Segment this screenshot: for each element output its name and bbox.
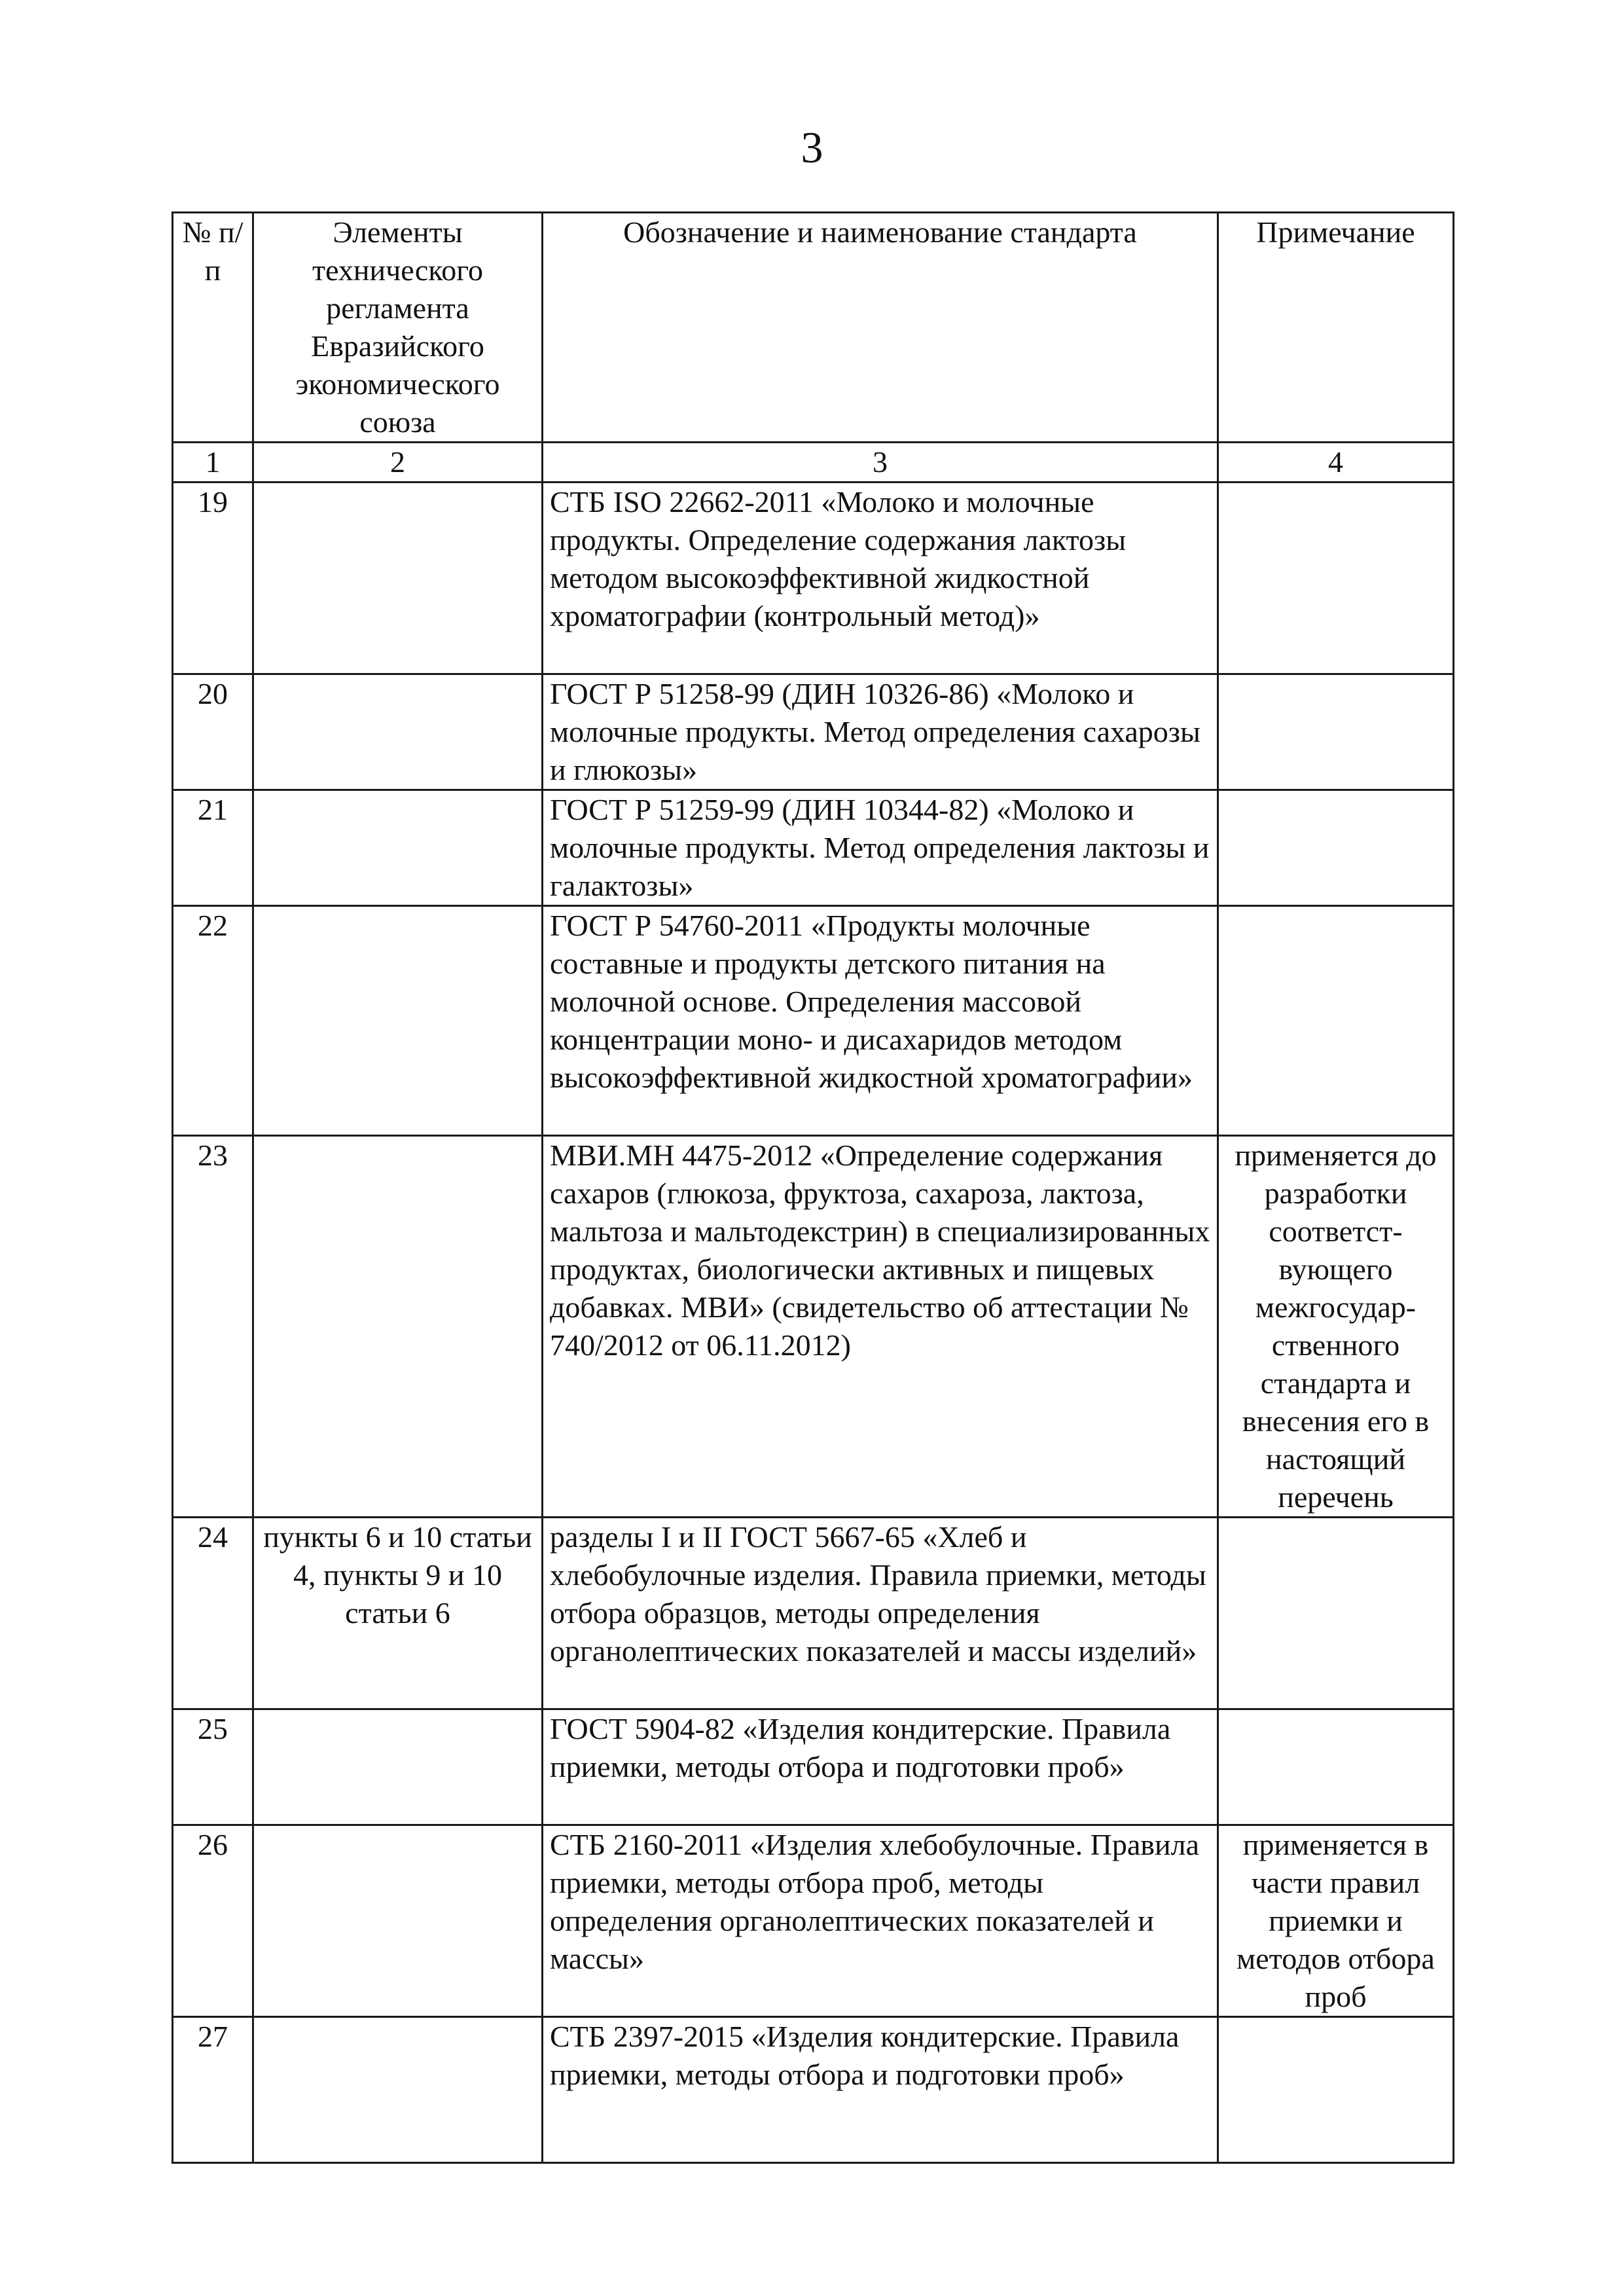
header-elements: Элементы технического регламента Евразийского экономического союза bbox=[253, 213, 543, 443]
row-num: 24 bbox=[173, 1518, 253, 1709]
column-number: 3 bbox=[543, 443, 1218, 483]
header-note: Примечание bbox=[1218, 213, 1454, 443]
row-num: 26 bbox=[173, 1825, 253, 2017]
row-note bbox=[1218, 906, 1454, 1136]
row-elements bbox=[253, 1709, 543, 1825]
row-num: 20 bbox=[173, 674, 253, 790]
row-standard: разделы I и II ГОСТ 5667-65 «Хлеб и хлебобулочные изделия. Правила приемки, методы отбора образцов, методы определения органолептических показателей и массы изделий» bbox=[543, 1518, 1218, 1709]
row-standard: СТБ 2160-2011 «Изделия хлебобулочные. Правила приемки, методы отбора проб, методы определения органолептических показателей и массы» bbox=[543, 1825, 1218, 2017]
row-elements bbox=[253, 906, 543, 1136]
row-note bbox=[1218, 483, 1454, 674]
row-num: 21 bbox=[173, 790, 253, 906]
header-standard: Обозначение и наименование стандарта bbox=[543, 213, 1218, 443]
row-elements bbox=[253, 483, 543, 674]
row-elements bbox=[253, 2017, 543, 2163]
table-header-row bbox=[173, 213, 1454, 443]
row-note: применяется до разработки соответст-вующего межгосудар-ственного стандарта и внесения его в настоящий перечень bbox=[1218, 1136, 1454, 1518]
page-number: 3 bbox=[801, 122, 823, 172]
row-note: применяется в части правил приемки и методов отбора проб bbox=[1218, 1825, 1454, 2017]
table-row bbox=[173, 790, 1454, 906]
table-row bbox=[173, 1518, 1454, 1709]
row-standard: ГОСТ Р 51259-99 (ДИН 10344-82) «Молоко и молочные продукты. Метод определения лактозы и галактозы» bbox=[543, 790, 1218, 906]
row-standard: СТБ 2397-2015 «Изделия кондитерские. Правила приемки, методы отбора и подготовки проб» bbox=[543, 2017, 1218, 2163]
row-num: 22 bbox=[173, 906, 253, 1136]
row-elements bbox=[253, 790, 543, 906]
row-standard: ГОСТ Р 51258-99 (ДИН 10326-86) «Молоко и молочные продукты. Метод определения сахарозы и глюкозы» bbox=[543, 674, 1218, 790]
row-note bbox=[1218, 1709, 1454, 1825]
table-row bbox=[173, 1709, 1454, 1825]
table-row bbox=[173, 483, 1454, 674]
table-row bbox=[173, 2017, 1454, 2163]
row-standard: ГОСТ 5904-82 «Изделия кондитерские. Правила приемки, методы отбора и подготовки проб» bbox=[543, 1709, 1218, 1825]
column-number: 1 bbox=[173, 443, 253, 483]
row-standard: ГОСТ Р 54760-2011 «Продукты молочные составные и продукты детского питания на молочной основе. Определения массовой концентрации моно- и дисахаридов методом высокоэффективной жидкостной хроматографии» bbox=[543, 906, 1218, 1136]
row-num: 27 bbox=[173, 2017, 253, 2163]
row-num: 25 bbox=[173, 1709, 253, 1825]
row-elements bbox=[253, 1825, 543, 2017]
table-row bbox=[173, 1136, 1454, 1518]
table-row bbox=[173, 1825, 1454, 2017]
standards-table bbox=[171, 211, 1454, 2164]
row-elements bbox=[253, 1136, 543, 1518]
row-standard: МВИ.МН 4475-2012 «Определение содержания сахаров (глюкоза, фруктоза, сахароза, лактоза, мальтоза и мальтодекстрин) в специализированных продуктах, биологически активных и пищевых добавках. МВИ» (свидетельство об аттестации № 740/2012 от 06.11.2012) bbox=[543, 1136, 1218, 1518]
column-number: 4 bbox=[1218, 443, 1454, 483]
row-elements bbox=[253, 674, 543, 790]
row-num: 23 bbox=[173, 1136, 253, 1518]
table-row bbox=[173, 906, 1454, 1136]
column-number: 2 bbox=[253, 443, 543, 483]
column-number-row bbox=[173, 443, 1454, 483]
row-note bbox=[1218, 2017, 1454, 2163]
table-row bbox=[173, 674, 1454, 790]
row-elements: пункты 6 и 10 статьи 4, пункты 9 и 10 статьи 6 bbox=[253, 1518, 543, 1709]
row-note bbox=[1218, 674, 1454, 790]
header-num: № п/п bbox=[173, 213, 253, 443]
row-num: 19 bbox=[173, 483, 253, 674]
row-standard: СТБ ISO 22662-2011 «Молоко и молочные продукты. Определение содержания лактозы методом высокоэффективной жидкостной хроматографии (контрольный метод)» bbox=[543, 483, 1218, 674]
row-note bbox=[1218, 790, 1454, 906]
row-note bbox=[1218, 1518, 1454, 1709]
